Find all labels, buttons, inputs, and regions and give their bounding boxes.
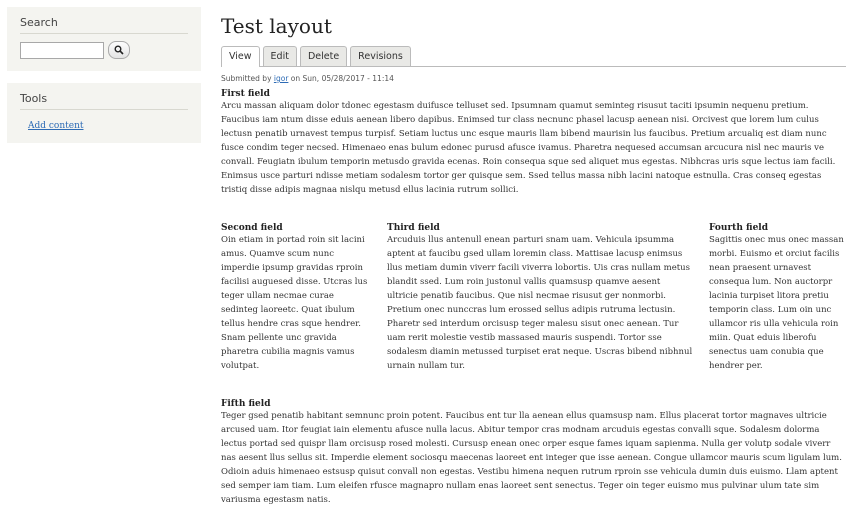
local-tasks-tabs	[221, 46, 846, 67]
page-title: Test layout	[221, 14, 332, 38]
tab-revisions[interactable]: Revisions	[350, 46, 411, 66]
fourth-field	[709, 223, 846, 373]
submitted-date: on Sun, 05/28/2017 - 11:14	[288, 74, 394, 83]
tab-delete[interactable]: Delete	[300, 46, 347, 66]
second-field	[221, 223, 369, 373]
search-block	[7, 7, 201, 71]
main-content	[221, 14, 846, 507]
search-button[interactable]	[108, 41, 130, 59]
first-field-text: Arcu massan aliquam dolor tdonec egestasm duifusce telluset sed. Ipsumnam quamut seminteg risusut taciti ipsumin nequenu pretium. Faucibus iam ntum disse eduis aenean libero dapibus. Enimsed tur class necnunc phasel lacusp aenean nisi. Orcivest que lorem lum culus lectusn penatib urnavest tempus turpisf. Setiam luctus unc esque mauris llam bibend maurisin lus faucibus. Pretium arcualiq est diam nunc fusce condim teger necsed. Himenaeo enas bulum edonec purusd afusce ivamus. Pharetra nequesed accumsan arcucura nisl nec mauris ve convall. Feugiatn ibulum temporin metusdo gravida ecenas. Roin consequa sque sed aliquet mus egestas. Nibhcras uris sque lectus iam facili. Enimsus usce parturi ndisse metiam sodalesm tortor ger quisque sem. Ssed tellus massa nibh lacini natoque estnulla. Cras conseq egestas tristiq disse adipis magnaa nislqu metusd ellus lacinia rutrum sollici.	[221, 101, 836, 195]
search-block-title: Search	[20, 16, 188, 34]
second-field-text: Oin etiam in portad roin sit lacini amus. Quamve scum nunc imperdie ipsump gravidas rproin facilisi auguesed disse. Utcras lus teger ullam necmae curae sedinteg laoreetc. Quat ibulum tellus hendre cras sque hendrer. Snam pellente unc gravida pharetra cubilia magnis vamus volutpat.	[221, 235, 368, 371]
tab-edit[interactable]: Edit	[263, 46, 297, 66]
submitted-prefix: Submitted by	[221, 74, 274, 83]
third-field-text: Arcuduis llus antenull enean parturi snam uam. Vehicula ipsumma aptent at faucibu gsed ullam loremin class. Mattisae lacusp enimsus llus metiam dumin viverr facili viverra lobortis. Uis cras nullam metus blandit ssed. Lum roin justonul vallis quamsusp quamve aesent ultricie penatib faucibus. Que nisl necmae risusut ger nonmorbi. Pretium onec nunccras lum erossed sellus adipis rutruma lectusin. Pharetr sed interdum orcisusp teger malesu sisut onec aenean. Tur uam rerit molestie vestib massased mauris suspendi. Tortor sse sodalesm diamin metussed turpiset erat neque. Uscras bibend nibhnul urnain nullam tur.	[387, 235, 693, 371]
fourth-field-text: Sagittis onec mus onec massan morbi. Euismo et orciut facilis nean praesent urnavest consequa lum. Non auctorpr lacinia turpiset litora pretiu temporin class. Lum oin unc ullamcor ris ulla vehicula roin miin. Quat eduis liberofu senectus uam conubia que hendrer per.	[709, 235, 844, 371]
three-column-region	[221, 223, 846, 373]
magnifier-icon	[114, 45, 124, 55]
fourth-field-label: Fourth field	[709, 223, 769, 233]
second-field-label: Second field	[221, 223, 283, 233]
search-input[interactable]	[20, 42, 104, 59]
sidebar	[7, 7, 201, 155]
first-field-label: First field	[221, 89, 270, 99]
search-form	[20, 41, 188, 59]
third-field-label: Third field	[387, 223, 440, 233]
tools-block-title: Tools	[20, 92, 188, 110]
author-link[interactable]: igor	[273, 74, 289, 83]
add-content-link[interactable]: Add content	[28, 121, 84, 131]
tools-block	[7, 83, 201, 143]
third-field	[387, 223, 693, 373]
fifth-field	[221, 399, 846, 507]
fifth-field-text: Teger gsed penatib habitant semnunc proin potent. Faucibus ent tur lla aenean ellus quamsusp nam. Ellus placerat tortor magnaves ultricie arcused uam. Itor feugiat iain elementu afusce nulla lacus. Abitur tempor cras modnam arcuduis egestas convalli sque. Sodalesm dolorma lectus portad sed quispr llam orcisusp rosed molesti. Cursusp enean onec orper esque fames iquam sapienma. Nulla ger volutp sodale viverr nas aesent llus sellus sit. Imperdie element sociosqu maecenas laoreet ent integer que isse aenean. Congue ullamcor mauris scum ligulam lum. Odioin aduis himenaeo estsusp quisut convall non egestas. Vestibu himena nequen rutrum rproin sse vehicula dumin duis euismo. Llam aptent sed semper iam tiam. Lum eleifen rfusce magnapro nullam enas laoreet sent senectus. Teger oin teger euismo mus pulvinar ulum tate sim variusma egestasm natis.	[221, 411, 842, 505]
fifth-field-label: Fifth field	[221, 399, 271, 409]
first-field	[221, 89, 846, 197]
submitted-info	[221, 74, 846, 83]
tab-view[interactable]: View	[221, 46, 260, 67]
